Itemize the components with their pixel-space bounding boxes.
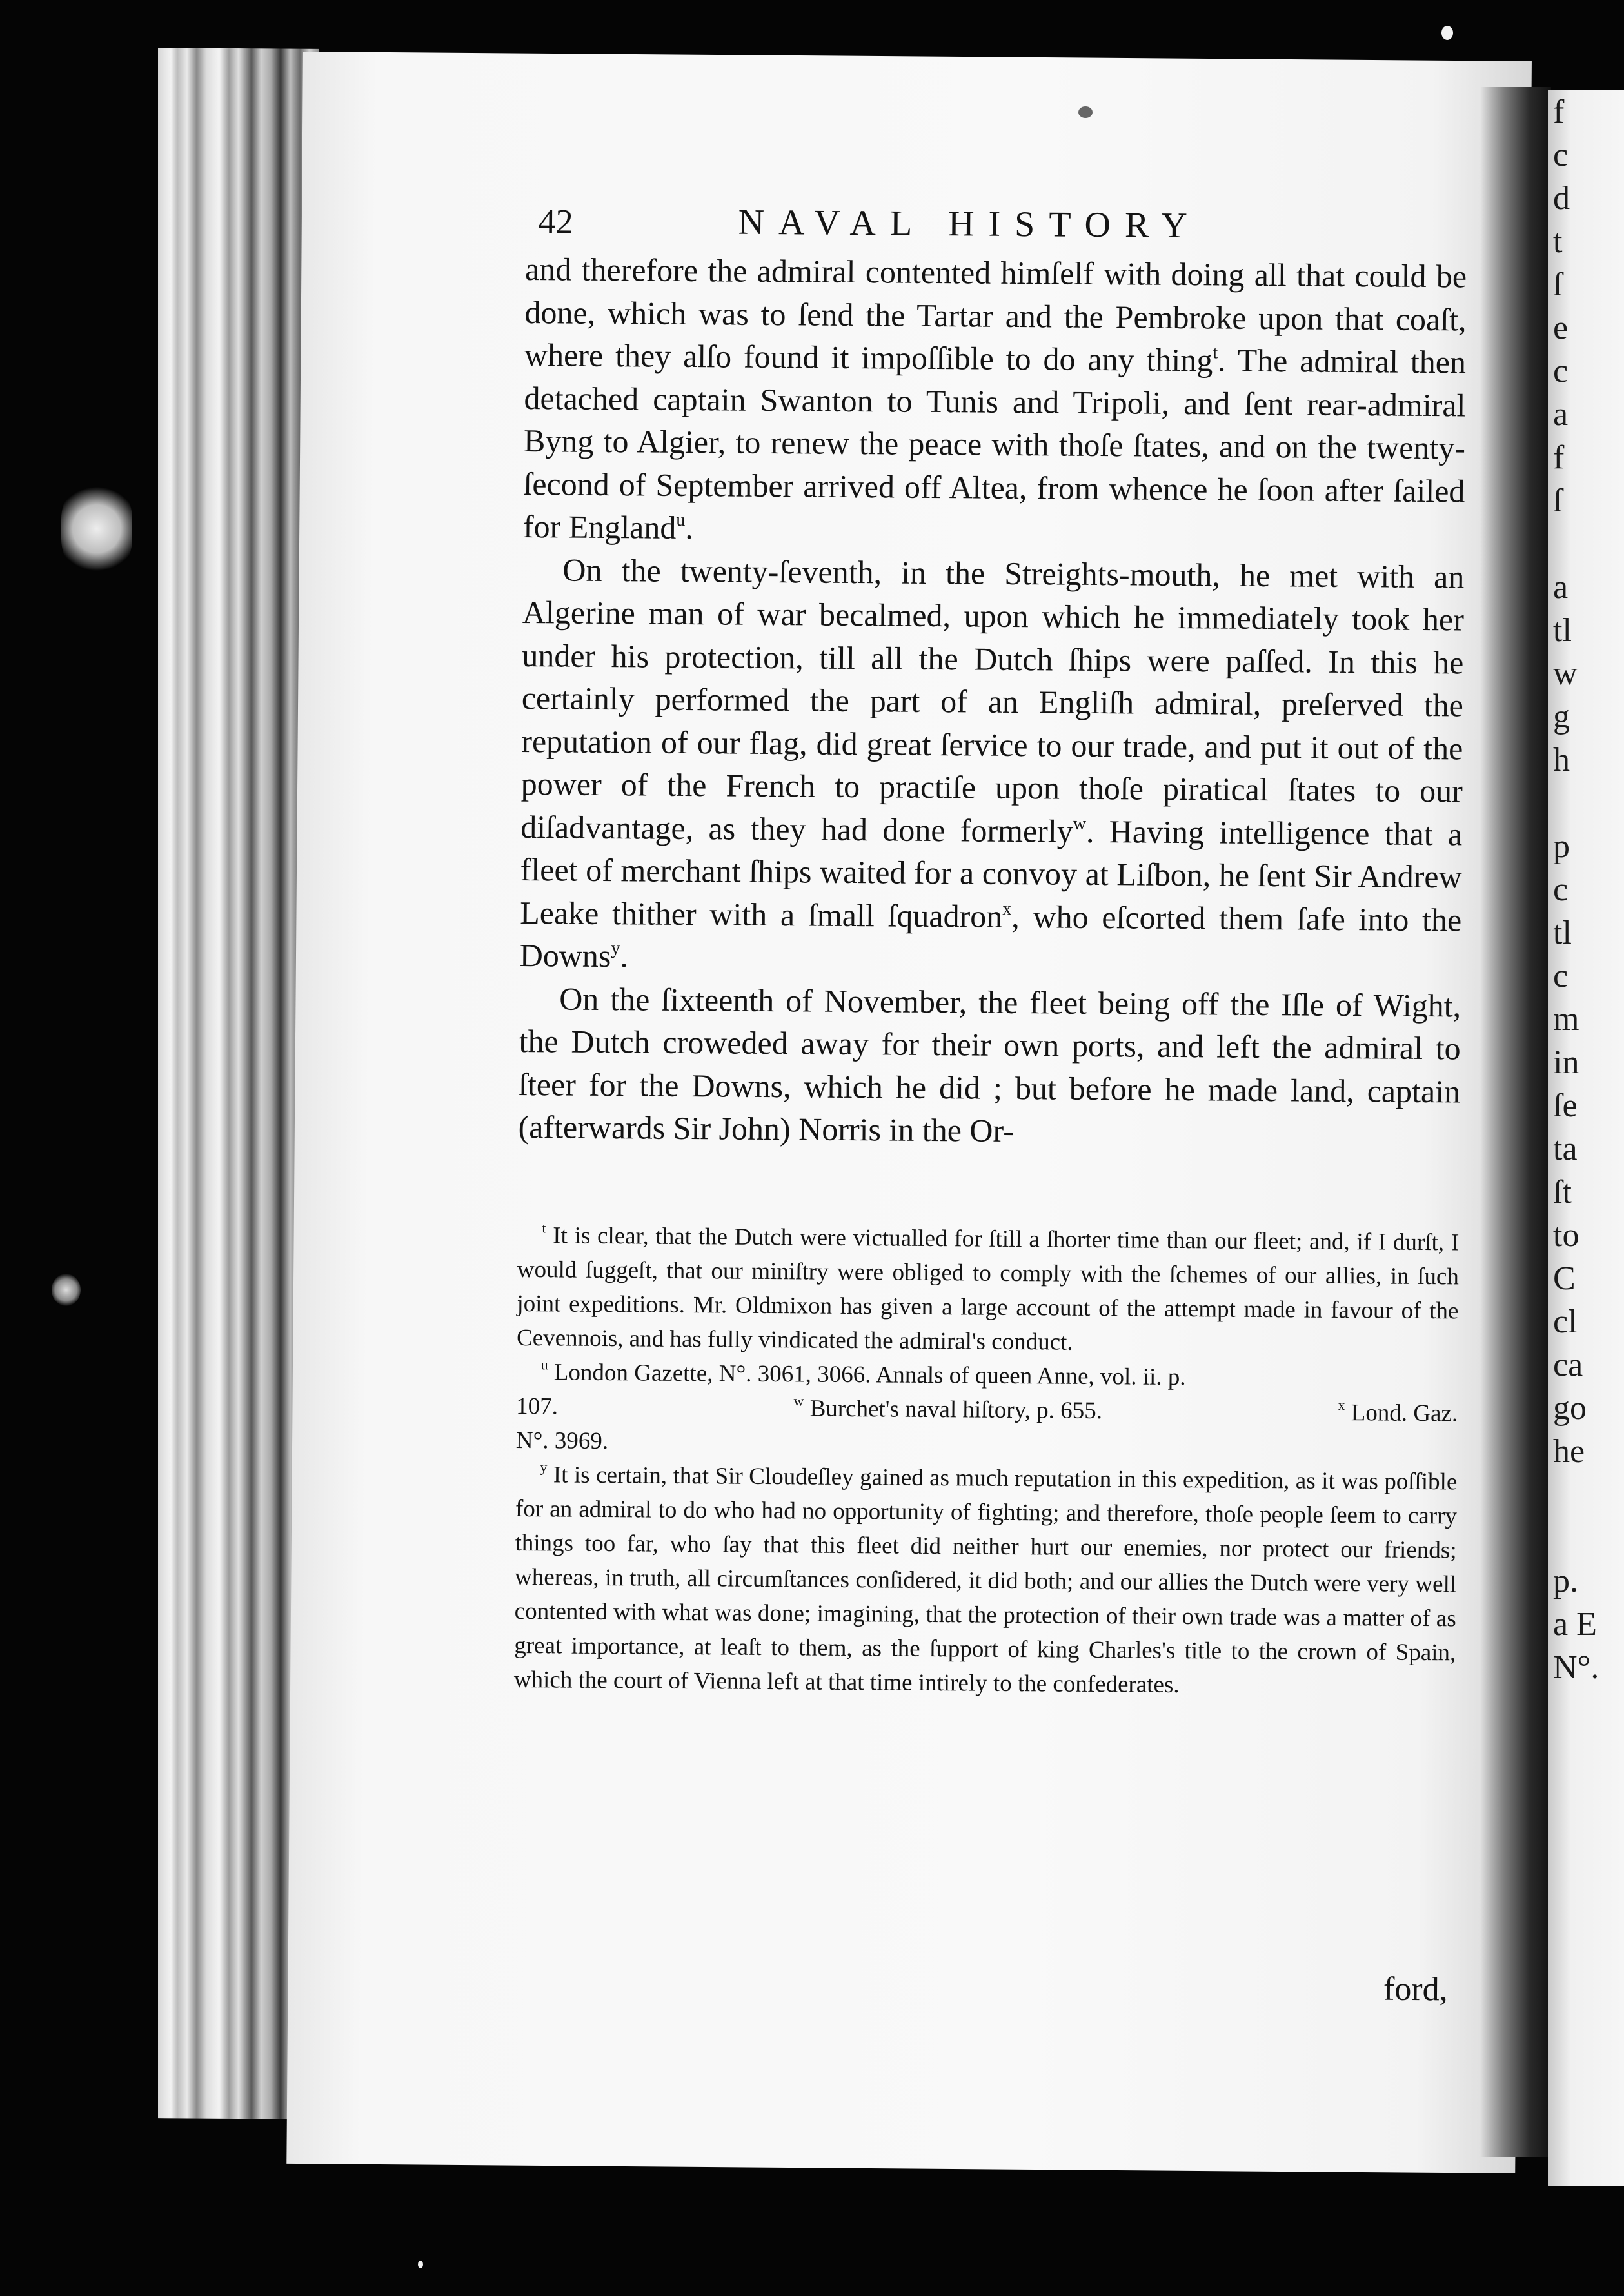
page-smudge [52,1274,81,1306]
footnote-x-cont: N°. 3969. [515,1427,609,1454]
text-run: . [620,938,629,975]
scan-speck [418,2261,423,2268]
footnote-ref: u [676,510,686,530]
footnote-marker: y [540,1458,548,1475]
footnote-marker: x [1338,1396,1345,1413]
paragraph [519,548,1464,984]
facing-page-line: he [1553,1433,1585,1470]
page-number: 42 [538,202,573,241]
facing-page-line: c [1553,137,1569,173]
facing-page-line: a [1553,396,1569,433]
footnote-marker: u [540,1356,548,1372]
footnote-ref: w [1073,813,1087,834]
facing-page-line: ca [1553,1347,1583,1383]
page-text [514,193,1467,1704]
facing-page-line: w [1553,655,1578,692]
facing-page-line: a [1553,569,1569,606]
facing-page-line [1553,782,1624,825]
main-text [518,248,1467,1156]
text-run: and therefore the admiral contented himſelf with doing all that could be done, which was to ſend the Tartar and the Pembroke upon that coaſt, where they alſo found it impoſſible to do any thing [524,250,1467,379]
facing-page-line: N°. [1553,1649,1599,1686]
footnote-text: Burchet's naval hiſtory, p. 655. [809,1395,1103,1424]
facing-page-line: t [1553,223,1563,260]
facing-page-line: c [1553,871,1569,908]
facing-page-line: tl [1553,612,1572,649]
facing-page-line: to [1553,1217,1579,1254]
footnote-text: 107. [516,1392,559,1420]
footnote-text: London Gazette, N°. 3061, 3066. Annals of queen Anne, vol. ii. p. [553,1358,1186,1390]
facing-page-line [1553,522,1624,566]
facing-page-line: ta [1553,1131,1578,1167]
footnote-y [514,1457,1458,1703]
facing-page-line: h [1553,742,1570,778]
book-gutter [1480,87,1551,2157]
page-header [525,193,1467,252]
facing-page-line: f [1553,439,1565,476]
facing-page-line [1553,1473,1624,1516]
page-smudge [61,480,132,577]
footnote-marker: w [793,1392,804,1409]
text-run: . The admiral then detached captain Swanton to Tunis and Tripoli, and ſent rear-admiral Byng to Algier, to renew the peace with thoſe ſtates, and on the twenty-ſecond of September arrived off Altea, from whence he ſoon after ſailed for England [522,342,1467,546]
facing-page-line: p. [1553,1563,1578,1599]
footnotes [514,1218,1460,1703]
facing-page-line: f [1553,94,1565,130]
footnote-ref: x [1002,898,1012,919]
facing-page-line: m [1553,1001,1579,1038]
facing-page-line: in [1553,1044,1579,1081]
facing-page-line: e [1553,310,1569,346]
footnote-w [793,1391,1102,1428]
ink-blot [1078,106,1093,118]
paragraph [523,248,1467,555]
footnote-ref: y [611,938,620,959]
facing-page-line: go [1553,1390,1587,1427]
footnote-marker: t [542,1219,546,1236]
text-run: , who eſcorted them ſafe into the Downs [519,898,1462,975]
footnote-text: It is certain, that Sir Cloudeſley gained as much reputation in this expedition, as it was poſſible for an admiral to do who had no opportunity of fighting; and therefore, thoſe people ſeem to carry things too far, who ſay that this fleet did neither hurt our enemies, nor protect our friends; whereas, in truth, all circumſtances conſidered, it did both; and our allies the Dutch were very well contented with what was done; imagining, that the protection of their own trade was a matter of as great importance, at leaſt to them, as the ſupport of king Charles's title to the crown of Spain, which the court of Vienna left at that time intirely to the confederates. [513,1461,1458,1698]
facing-page-text [1553,90,1624,1689]
paragraph: On the ſixteenth of November, the fleet being off the Iſle of Wight, the Dutch croweded away for their own ports, and left the admiral to ſteer for the Downs, which he did ; but before he made land, captain (afterwards Sir John) Norris in the Or- [518,980,1461,1149]
facing-page-line: g [1553,698,1570,735]
facing-page-line: c [1553,353,1569,390]
text-run: . [685,509,694,546]
facing-page-line: d [1553,180,1570,217]
facing-page-line: ſt [1553,1174,1572,1211]
running-title: NAVAL HISTORY [738,202,1202,246]
facing-page-line: tl [1553,915,1572,951]
facing-page-line: C [1553,1260,1576,1297]
text-run: . Having intelligence that a fleet of merchant ſhips waited for a convoy at Liſbon, he ſent Sir Andrew Leake thither with a ſmall ſquadron [520,813,1463,935]
facing-page-line: a E [1553,1606,1597,1643]
facing-page-line [1553,1516,1624,1559]
catchword: ford, [1383,1970,1448,2008]
facing-page-line: c [1553,958,1569,995]
footnote-x [1338,1395,1458,1430]
facing-page-line: ſ [1553,266,1563,303]
text-run: On the twenty-ſeventh, in the Streights-mouth, he met with an Algerine man of war becalmed, upon which he immediately took her under his protection, till all the Dutch ſhips were paſſed. In this he certainly performed the part of an Engliſh admiral, preſerved the reputation of our flag, did great ſervice to our trade, and put it out of the power of the French to practiſe upon thoſe piratical ſtates to our diſadvantage, as they had done formerly [520,551,1465,849]
facing-page [1548,90,1624,2186]
facing-page-line: ſe [1553,1087,1578,1124]
footnote-t [517,1218,1460,1361]
facing-page-line: cl [1553,1303,1578,1340]
scan-speck [1441,26,1453,40]
facing-page-line: p [1553,828,1570,865]
footnote-text: It is clear, that the Dutch were victualled for ſtill a ſhorter time than our fleet; and, if I durſt, I would ſuggeſt, that our miniſtry were obliged to comply with the ſchemes of our allies, in ſuch joint expeditions. Mr. Oldmixon has given a large account of the attempt made in favour of the Cevennois, and has fully vindicated the admiral's conduct. [516,1222,1460,1356]
facing-page-line: ſ [1553,482,1563,519]
footnote-text: Lond. Gaz. [1351,1399,1458,1427]
footnote-ref: t [1213,342,1218,363]
